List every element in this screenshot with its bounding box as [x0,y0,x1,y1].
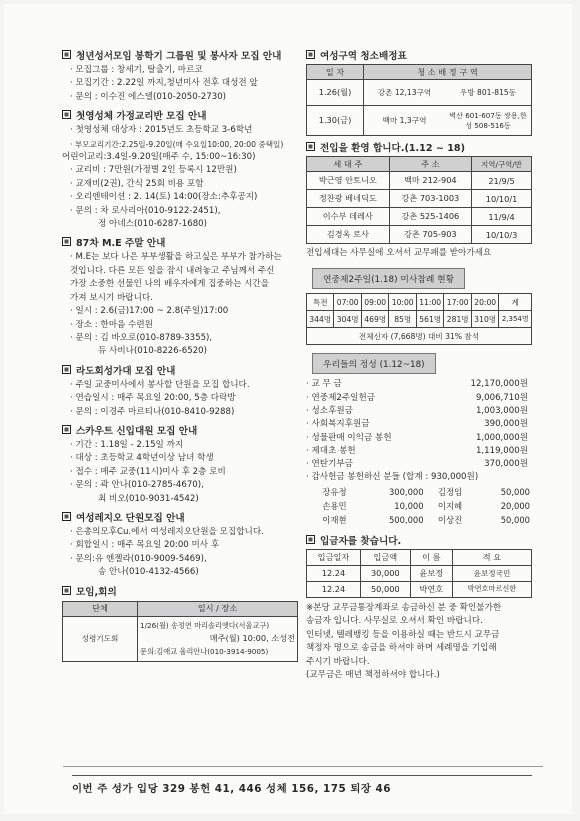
table-cell: 11/9/4 [472,208,532,226]
left-column [62,48,302,666]
table-cell: 박연호 [410,581,452,597]
donor-table [310,485,532,527]
text-line: · 모집기간 : 2.22일 까지,청년미사 전후 대성전 앞 [70,78,258,89]
note-line: 송금자 입니다. 사무실로 오셔서 확인 바랍니다. [306,616,483,627]
table-cell: 281명 [444,311,472,328]
offering-item [306,378,528,391]
square-bullet-icon [306,142,315,151]
table-cell: 50,000 [361,581,411,597]
square-bullet-icon [62,425,71,434]
transfer-in-title: 전입을 환영 합니다.(1.12 ~ 18) [320,143,465,154]
detail-line: 매주(월) 10:00, 소성전 [209,633,295,644]
text-line: · 문의:유 엔젤라(010-9009-5469), [70,553,207,564]
table-cell: 344명 [307,311,334,328]
table-header: 입금일자 [307,549,361,565]
detail-line: 문의:김애교 율리안나(010-3914-9005) [140,647,269,657]
offering-item [306,432,528,445]
table-cell: 박근영 안토니오 [307,172,390,190]
meetings-table [62,601,298,662]
offering-amount: 1,000,000원 [475,432,528,443]
offering-amount: 9,006,710원 [475,392,528,403]
section-title [62,108,302,122]
cleaning-title: 여성구역 청소배정표 [320,51,407,62]
table-header: 계 [499,294,532,311]
offering-list [306,378,536,526]
choir-title: 라도회성가대 모집 안내 [76,365,176,377]
transfer-in-section [306,140,536,260]
donor-cell: 이지혜 [437,500,463,511]
section-title [62,363,302,377]
section-title [306,140,536,154]
donor-cell: 500,000 [388,514,424,525]
legio-section [62,510,302,580]
table-header: 단체 [63,601,138,616]
table-cell: 304명 [334,311,362,328]
note-line: 주시기 바랍니다. [306,656,370,667]
depositors-section [306,533,536,682]
note-line: 인터넷, 텔레뱅킹 등을 이용하실 때는 반드시 교무금 [306,629,500,640]
cleaning-table [306,64,532,136]
meetings-section [62,584,302,662]
right-column [306,48,536,686]
text-line: · 문의 : 김 바오로(010-8789-3355), [70,332,213,343]
area-cell: 우방 801-815동 [445,80,532,106]
text-line: · 문의 : 이수진 에스델(010-2050-2730) [70,91,227,102]
offering-label: · 성소후원금 [306,406,353,416]
divider [63,766,543,767]
offering-label: · 연탄기부금 [306,459,353,470]
table-header: 17:00 [444,294,472,311]
text-line: · 연습일시 : 매주 목요일 20:00, 5층 다락방 [70,393,236,404]
offering-item [306,405,528,418]
square-bullet-icon [306,535,315,544]
table-cell: 정찬광 베네딕도 [307,190,390,208]
note-line: 책정자 명으로 송금을 하셔야 하며 세례명을 기입해 [306,643,497,654]
choir-section [62,363,302,419]
table-cell: 윤보정국민 [452,565,531,581]
table-cell: 김경옥 로사 [307,226,390,244]
mass-attendance-table [306,293,532,345]
text-line: 송 안나(010-4132-4566) [98,567,199,578]
hymn-footer: 이번 주 성가 입당 329 봉헌 41, 446 성체 156, 175 퇴장 46 [72,775,532,795]
section-title [306,48,536,62]
table-header: 10:00 [389,294,417,311]
text-line: 듀 사비나(010-8226-6520) [98,346,207,357]
text-line: · 교재비(2권), 간식 25회 비용 포함 [70,178,204,189]
table-cell: 백마 212-904 [389,172,471,190]
area-cell: 백마 1,3구역 [364,106,446,136]
table-header: 이 름 [410,549,452,565]
detail-cell [138,616,298,661]
text-line: · 오리엔테이션 : 2. 14(토) 14:00(장소:추후공지) [70,192,258,203]
text-line: · 장소 : 한마음 수련원 [70,319,153,330]
text-line: · 모집그룹 : 창세기, 탈출기, 마르코 [70,65,203,75]
table-cell: 강촌 703-1003 [389,190,471,208]
table-header: 특전 [307,294,334,311]
table-header: 일 자 [307,65,364,80]
square-bullet-icon [62,512,71,521]
text-line: · 접수 : 매주 교중(11시)미사 후 2층 로비 [70,466,226,477]
section-title [62,235,302,249]
offering-title: 우리들의 정성 (1.12~18) [312,353,436,374]
first-communion-title: 첫영성체 가정교리반 모집 안내 [76,111,207,123]
square-bullet-icon [62,586,71,595]
donor-cell: 10,000 [394,500,424,511]
table-cell: 강촌 705-903 [389,226,471,244]
detail-line: 1/26(월) 송정연 마리솔리엣다(서울교구) [140,621,270,631]
legio-title: 여성레지오 단원모집 안내 [76,512,185,524]
text-line: 어린이교리:3.4일-9.20일(매주 수, 15:00~16:30) [62,152,256,163]
donor-cell: 손용민 [322,500,347,511]
offering-label: · 제대초 봉헌 [306,445,356,456]
offering-item [306,445,528,458]
text-line: · 부모교리기간:2.25일-9.20일(매 수요일10:00, 20:00 중택일) [70,139,284,149]
offering-item [306,458,528,471]
text-line: · M.E는 보다 나은 부부생활을 하고싶은 부부가 참가하는 [70,252,282,263]
table-header: 11:00 [416,294,444,311]
text-line: · 주일 교중미사에서 봉사할 단원을 모집 합니다. [70,379,250,390]
table-header: 07:00 [334,294,362,311]
table-header: 20:00 [471,294,499,311]
text-line: · 은총의모후Cu.에서 여성레지오단원을 모집합니다. [70,526,264,537]
table-cell: 이수부 데레사 [307,208,390,226]
date-cell: 1.26(월) [307,80,364,106]
table-header: 09:00 [361,294,389,311]
mass-attendance-title: 연중제2주일(1.18) 미사참례 현황 [312,268,465,289]
donor-cell: 이상진 [437,514,463,525]
me-weekend-title: 87차 M.E 주말 안내 [76,238,166,250]
note-line: ※본당 교무금통장계좌로 송금하신 분 중 확인불가한 [306,602,502,613]
table-header: 주 소 [389,157,471,172]
table-header: 입금액 [361,549,411,565]
section-title [62,584,302,598]
offering-amount: 1,119,000원 [475,445,528,456]
donor-cell: 장유정 [322,486,347,497]
donor-cell: 300,000 [388,486,424,497]
table-cell: 30,000 [361,565,411,581]
first-communion-section [62,108,302,231]
table-cell: 10/10/3 [472,226,532,244]
offering-item [306,418,528,431]
text-line: 최 비오(010-9031-4542) [98,493,199,504]
text-line: · 회합일시 : 매주 목요일 20:00 미사 후 [70,540,220,551]
me-weekend-section [62,235,302,358]
offering-label: · 성물판매 이익금 봉헌 [306,432,392,443]
youth-mission-section [62,48,302,104]
cleaning-section [306,48,536,136]
text-line: · 기간 : 1.18일 - 2.15일 까지 [70,439,184,450]
area-cell: 벽산 601-607동 쌍용,한성 508-516동 [445,106,532,136]
donor-cell: 20,000 [500,500,530,511]
text-line: 정 아네스(010-6287-1680) [98,219,207,230]
attendance-summary: 전체신자 (7,668명) 대비 31% 참석 [307,328,532,345]
donor-cell: 김정임 [437,486,463,497]
offering-amount: 1,003,000원 [475,406,528,416]
donor-cell: 50,000 [500,486,530,497]
text-line: · 문의 : 이경주 마르티나(010-8410-9288) [70,406,235,417]
offering-amount: 12,170,000원 [470,379,528,390]
table-cell: 561명 [416,311,444,328]
text-line: · 교리비 : 7만원(가정별 2인 등록시 12만원) [70,165,237,176]
depositors-notes [306,602,536,682]
note-line: (교무금은 매년 책정하셔야 합니다.) [306,669,440,680]
offering-item [306,392,528,405]
table-cell: 2,354명 [499,311,532,328]
scouts-title: 스카우트 신입대원 모집 안내 [76,425,198,437]
square-bullet-icon [62,237,71,246]
depositors-title: 입금자를 찾습니다. [320,535,402,547]
depositors-table [306,549,532,598]
thanks-heading: · 감사헌금 봉헌하신 분들 (합계 : 930,000원) [306,472,479,483]
area-cell: 강촌 12,13구역 [364,80,446,106]
section-title [306,533,536,547]
section-title [62,48,302,62]
text-line: 가져 보시기 바랍니다. [70,292,153,303]
table-cell: 469명 [361,311,389,328]
group-cell: 성령기도회 [63,616,138,661]
table-cell: 21/9/5 [472,172,532,190]
table-header: 적 요 [452,549,531,565]
donor-cell: 이재현 [322,514,347,525]
table-header: 일시 / 장소 [138,601,298,616]
transfer-in-table [306,156,532,244]
bulletin-page [4,4,572,814]
text-line: · 대상 : 초등학교 4학년이상 남녀 학생 [70,453,214,464]
text-line: · 문의 : 곽 안나(010-2785-4670), [70,480,204,491]
square-bullet-icon [306,50,315,59]
table-cell: 12.24 [307,581,361,597]
square-bullet-icon [62,110,71,119]
text-line: · 첫영성체 대상자 : 2015년도 초등학교 3-6학년 [70,125,253,136]
table-cell: 강촌 525-1406 [389,208,471,226]
offering-amount: 370,000원 [484,459,528,470]
table-header: 청 소 배 정 구 역 [364,65,532,80]
table-cell: 310명 [471,311,499,328]
square-bullet-icon [62,365,71,374]
meetings-title: 모임,회의 [76,586,117,598]
table-cell: 12.24 [307,565,361,581]
text-line: · 문의 : 차 로사리아(010-9122-2451), [70,205,221,216]
offering-label: · 연중제2주일헌금 [306,392,376,403]
donor-cell: 50,000 [500,514,530,525]
offering-label: · 교 무 금 [306,379,342,390]
text-line: 가장 소중한 선물인 나의 배우자에게 집중하는 시간을 [70,279,270,290]
offering-amount: 390,000원 [484,419,528,430]
table-cell: 85명 [389,311,417,328]
offering-label: · 사회복지후원금 [306,419,370,430]
youth-mission-title: 청년성서모임 봉학기 그룹원 및 봉사자 모집 안내 [76,51,282,62]
table-header: 지역/구역/반 [472,157,532,172]
table-cell: 박연호마르신한 [452,581,531,597]
text-line: · 일시 : 2.6(금)17:00 ~ 2.8(주일)17:00 [70,306,229,317]
square-bullet-icon [62,50,71,59]
section-title [62,423,302,437]
transfer-in-note: 전입세대는 사무실에 오셔서 교무패를 받아가세요 [306,248,492,258]
table-header: 세 대 주 [307,157,390,172]
date-cell: 1.30(금) [307,106,364,136]
table-cell: 10/10/1 [472,190,532,208]
text-line: 것입니다. 다른 모든 일을 잠시 내려놓고 주님께서 주신 [70,265,275,276]
table-cell: 윤보정 [410,565,452,581]
section-title [62,510,302,524]
scouts-section [62,423,302,506]
